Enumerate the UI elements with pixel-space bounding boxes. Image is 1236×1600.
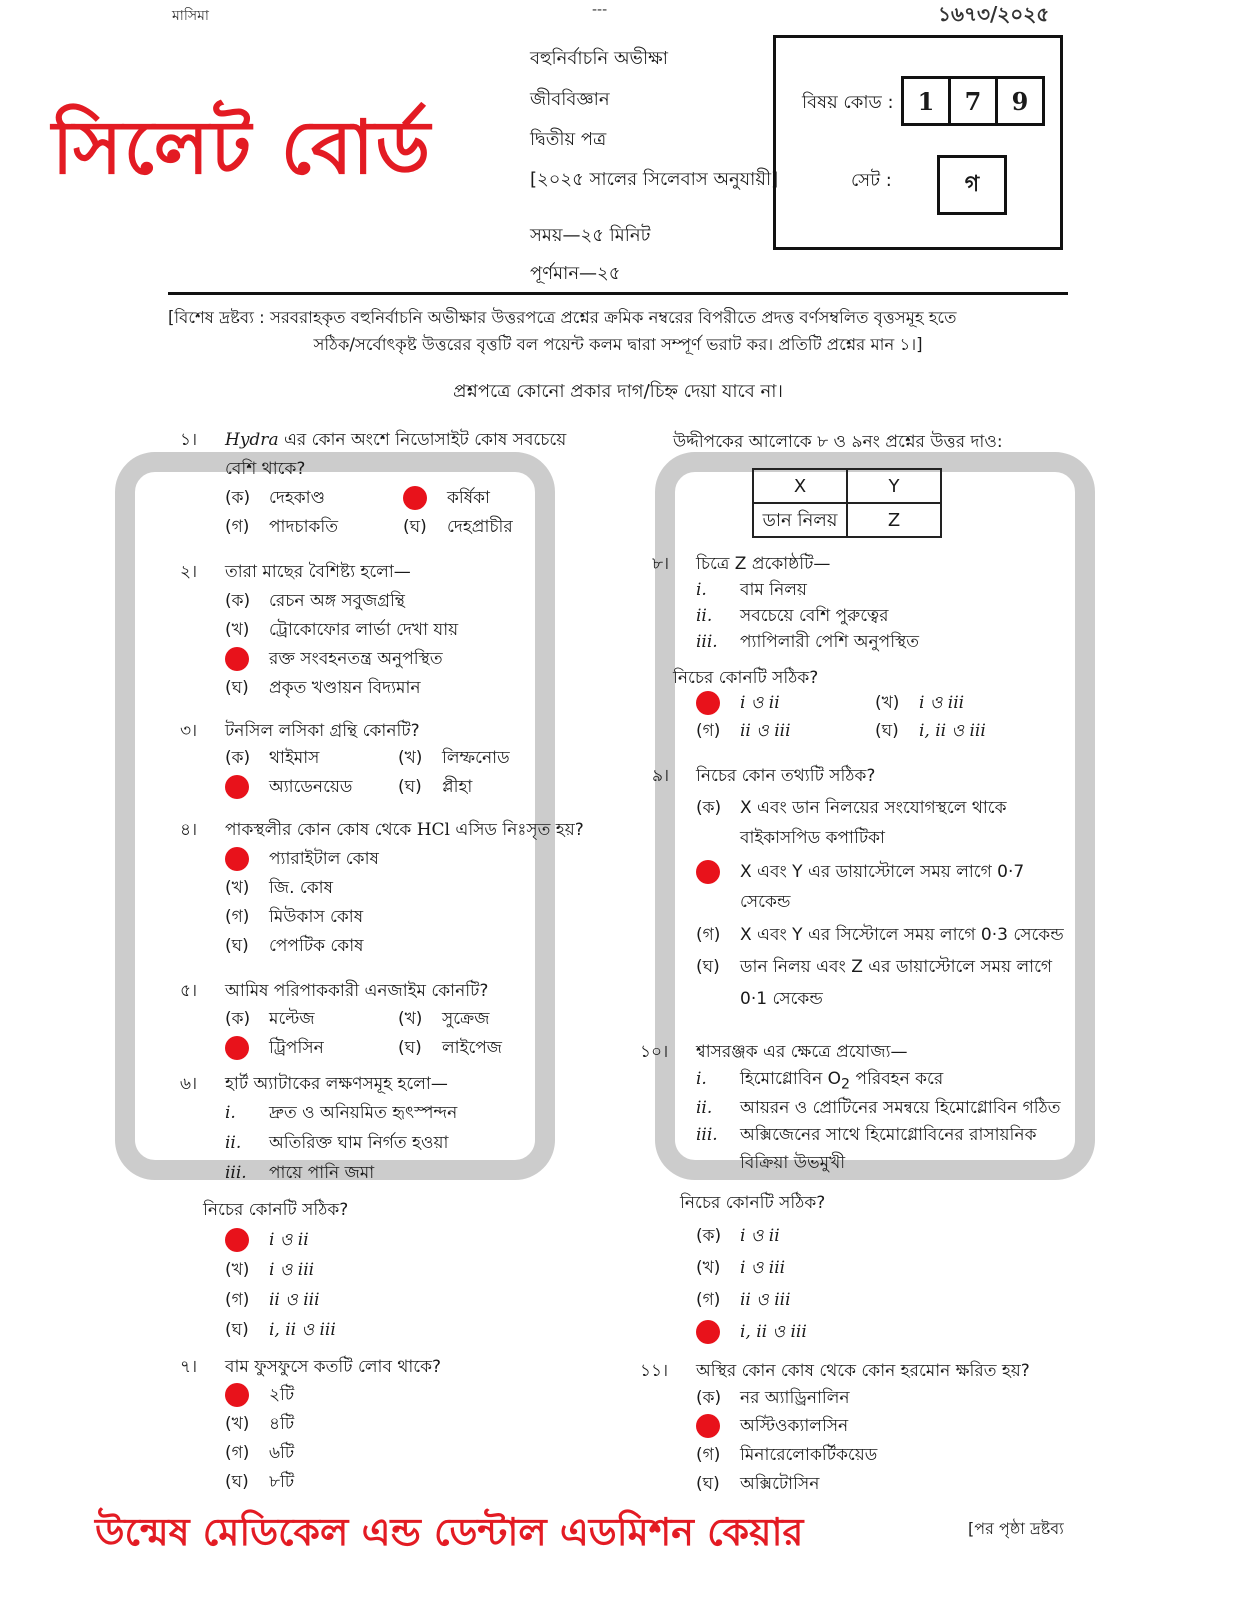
statement-text: বাম নিলয়: [740, 580, 807, 600]
question-number: ২।: [180, 562, 198, 582]
option-label: (গ): [225, 907, 250, 927]
syllabus: [২০২৫ সালের সিলেবাস অনুযায়ী]: [530, 169, 779, 190]
question-text: চিত্রে Z প্রকোষ্ঠটি—: [696, 554, 831, 574]
instruction-line1: [বিশেষ দ্রষ্টব্য : সরবরাহকৃত বহুনির্বাচনি অভীক্ষার উত্তরপত্রে প্রশ্নের ক্রমিক নম্বরের বিপরীতে প্রদত্ত বর্ণসম্বলিত বৃত্তসমূহ হতে: [168, 308, 957, 327]
option-text: অক্সিটোসিন: [740, 1474, 820, 1494]
chemical-formula: HCl: [416, 820, 450, 840]
question-text: অস্থির কোন কোষ থেকে কোন হরমোন ক্ষরিত হয়?: [696, 1361, 1030, 1381]
option-label: (ঘ): [696, 1474, 720, 1494]
statement-text: দ্রুত ও অনিয়মিত হৃৎস্পন্দন: [269, 1103, 458, 1123]
option-label: (ক): [225, 748, 251, 768]
option-label: (ক): [225, 488, 251, 508]
option-text: পাদচাকতি: [269, 517, 339, 537]
roman-numeral: i.: [225, 1103, 236, 1123]
roman-numeral: i.: [696, 1069, 707, 1089]
statement-text: আয়রন ও প্রোটিনের সমন্বয়ে হিমোগ্লোবিন গঠিত: [740, 1098, 1061, 1118]
option-ga-answer[interactable]: [225, 773, 352, 802]
subscript: 2: [841, 1076, 851, 1093]
option-label: (গ): [225, 1443, 250, 1463]
roman-numeral: ii.: [696, 1098, 713, 1118]
question-number: ৩।: [180, 721, 198, 741]
statement-text: পায়ে পানি জমা: [269, 1163, 375, 1183]
option-kha[interactable]: [225, 1410, 294, 1439]
option-text: ২টি: [269, 1385, 295, 1405]
option-text: রক্ত সংবহনতন্ত্র অনুপস্থিত: [269, 649, 443, 669]
which-correct: নিচের কোনটি সঠিক?: [680, 1193, 826, 1213]
option-ka[interactable]: [225, 1005, 315, 1034]
option-ka[interactable]: [696, 794, 1007, 823]
code-digit: 1: [917, 86, 935, 116]
question-text: শ্বাসরঞ্জক এর ক্ষেত্রে প্রযোজ্য—: [696, 1042, 908, 1062]
roman-numeral: i.: [696, 580, 707, 600]
table-cell: X: [753, 469, 847, 503]
option-text: ii ও iii: [740, 721, 791, 741]
question-text-part: এর কোন অংশে নিডোসাইট কোষ সবচেয়ে: [278, 430, 567, 450]
question-text-part: পাকস্থলীর কোন কোষ থেকে: [225, 820, 417, 840]
option-text: i ও ii: [740, 693, 780, 713]
question-number: ৭।: [180, 1357, 198, 1377]
option-label: (ক): [225, 591, 251, 611]
next-page-note: [পর পৃষ্ঠা দ্রষ্টব্য: [968, 1519, 1064, 1538]
roman-numeral: ii.: [225, 1133, 242, 1153]
option-label: (ঘ): [225, 678, 249, 698]
option-label: (খ): [225, 878, 250, 898]
option-gha[interactable]: [225, 932, 364, 961]
option-gha[interactable]: [696, 953, 1052, 982]
option-text: ৮টি: [269, 1472, 295, 1492]
statement-text: পরিবহন করে: [850, 1069, 944, 1089]
question-number: ৮।: [652, 554, 670, 574]
board-title: সিলেট বোর্ড: [52, 105, 433, 191]
option-gha[interactable]: [398, 773, 472, 802]
option-ga-answer[interactable]: [225, 1034, 324, 1063]
header-divider: [168, 292, 1068, 295]
option-label: (গ): [696, 925, 721, 945]
roman-numeral: iii.: [696, 632, 718, 652]
subject-code-label: বিষয় কোড :: [802, 92, 894, 113]
option-label: (ঘ): [398, 1038, 422, 1058]
option-text: i, ii ও iii: [269, 1320, 336, 1340]
filled-answer-dot: [225, 1228, 249, 1252]
option-gha[interactable]: [225, 674, 421, 703]
filled-answer-dot: [403, 486, 427, 510]
roman-numeral: iii.: [225, 1163, 247, 1183]
stimulus-title: উদ্দীপকের আলোকে ৮ ও ৯নং প্রশ্নের উত্তর দাও:: [673, 432, 1003, 452]
option-ka[interactable]: [225, 484, 325, 513]
option-ka[interactable]: [696, 1222, 780, 1251]
option-kha[interactable]: [225, 1256, 314, 1285]
option-gha[interactable]: [398, 1034, 502, 1063]
option-ka-answer[interactable]: [696, 689, 780, 718]
option-text: i, ii ও iii: [740, 1322, 807, 1342]
filled-answer-dot: [696, 1320, 720, 1344]
option-gha[interactable]: [225, 1468, 294, 1497]
filled-answer-dot: [225, 647, 249, 671]
option-ka-cont: বাইকাসপিড কপাটিকা: [740, 828, 885, 848]
option-ga[interactable]: [696, 717, 791, 746]
option-text: ii ও iii: [740, 1290, 791, 1310]
option-text: দেহকাণ্ড: [269, 488, 325, 508]
option-text: প্যারাইটাল কোষ: [269, 849, 379, 869]
filled-answer-dot: [696, 1414, 720, 1438]
option-label: (গ): [225, 517, 250, 537]
filled-answer-dot: [696, 860, 720, 884]
option-ga[interactable]: [225, 1439, 294, 1468]
question-text: তারা মাছের বৈশিষ্ট্য হলো—: [225, 562, 411, 582]
subject-code-box: [773, 35, 1063, 250]
option-gha[interactable]: [696, 1470, 819, 1499]
statement-ii: [696, 602, 889, 631]
set-value: গ: [937, 155, 1007, 215]
top-right-fragment: ১৬৭৩/২০২৫: [938, 2, 1050, 26]
question-number: ১১।: [640, 1361, 669, 1381]
full-marks: পূর্ণমান—২৫: [530, 263, 621, 284]
option-text: প্রকৃত খণ্ডায়ন বিদ্যমান: [269, 678, 421, 698]
statement-text: অতিরিক্ত ঘাম নির্গত হওয়া: [269, 1133, 449, 1153]
statement-ii: [225, 1129, 448, 1158]
option-text: ii ও iii: [269, 1290, 320, 1310]
filled-answer-dot: [225, 847, 249, 871]
option-label: (গ): [225, 1290, 250, 1310]
option-kha[interactable]: [398, 744, 510, 773]
option-kha[interactable]: [225, 616, 458, 645]
option-text: মিনারেলোকর্টিকয়েড: [740, 1445, 878, 1465]
option-label: (ঘ): [403, 517, 427, 537]
footer-brand: উন্মেষ মেডিকেল এন্ড ডেন্টাল এডমিশন কেয়ার: [95, 1510, 804, 1554]
option-label: (ঘ): [225, 936, 249, 956]
option-label: (খ): [225, 1260, 250, 1280]
top-left-fragment: মাসিমা: [172, 8, 209, 24]
option-text: ট্রিপসিন: [269, 1038, 324, 1058]
option-ka[interactable]: [225, 587, 405, 616]
top-center-fragment: ---: [592, 2, 608, 18]
option-text: ট্রোকোফোর লার্ভা দেখা যায়: [269, 620, 459, 640]
roman-numeral: iii.: [696, 1125, 718, 1145]
option-text: X এবং ডান নিলয়ের সংযোগস্থলে থাকে: [740, 798, 1007, 818]
subject-code-digits: [901, 76, 1045, 126]
question-text: টনসিল লসিকা গ্রন্থি কোনটি?: [225, 721, 420, 741]
question-text-cont: বেশি থাকে?: [225, 459, 306, 479]
option-text: কর্ষিকা: [447, 488, 490, 508]
option-text: জি. কোষ: [269, 878, 333, 898]
option-kha-answer[interactable]: [696, 858, 1024, 887]
option-text: i ও iii: [919, 693, 965, 713]
filled-answer-dot: [696, 691, 720, 715]
option-kha[interactable]: [875, 689, 964, 718]
option-label: (খ): [398, 748, 423, 768]
option-label: (গ): [696, 1290, 721, 1310]
question-number: ৯।: [652, 766, 670, 786]
question-text: হার্ট অ্যাটাকের লক্ষণসমূহ হলো—: [225, 1074, 448, 1094]
question-text: বাম ফুসফুসে কতটি লোব থাকে?: [225, 1357, 442, 1377]
which-correct: নিচের কোনটি সঠিক?: [203, 1200, 349, 1220]
statement-iii: [696, 628, 919, 657]
subject: জীববিজ্ঞান: [530, 89, 610, 110]
code-digit: 9: [995, 79, 1042, 123]
question-number: ৪।: [180, 820, 198, 840]
option-ka-answer[interactable]: [225, 845, 379, 874]
option-gha-cont: 0·1 সেকেন্ড: [740, 989, 823, 1009]
option-text: অস্টিওক্যালসিন: [740, 1416, 849, 1436]
option-ga[interactable]: [696, 1441, 877, 1470]
option-gha[interactable]: [875, 717, 986, 746]
option-kha-answer[interactable]: [403, 484, 490, 513]
option-text: নর অ্যাড্রিনালিন: [740, 1388, 850, 1408]
stimulus-table: [752, 468, 942, 538]
option-ka-answer[interactable]: [225, 1226, 309, 1255]
option-kha[interactable]: [398, 1005, 490, 1034]
italic-term: Hydra: [225, 430, 279, 450]
filled-answer-dot: [225, 775, 249, 799]
question-text: [225, 426, 566, 455]
option-label: (গ): [696, 1445, 721, 1465]
code-digit: 7: [948, 79, 995, 123]
question-text: আমিষ পরিপাককারী এনজাইম কোনটি?: [225, 981, 489, 1001]
option-text: i, ii ও iii: [919, 721, 986, 741]
set-label: সেট :: [851, 170, 892, 191]
exam-type: বহুনির্বাচনি অভীক্ষা: [530, 48, 668, 69]
option-label: (খ): [696, 1258, 721, 1278]
option-ga[interactable]: [225, 513, 338, 542]
option-text: i ও iii: [269, 1260, 315, 1280]
option-text: X এবং Y এর সিস্টোলে সময় লাগে 0·3 সেকেন্ড: [740, 925, 1064, 945]
statement-text: প্যাপিলারী পেশি অনুপস্থিত: [740, 632, 920, 652]
option-label: (ক): [696, 798, 722, 818]
question-number: ৫।: [180, 981, 198, 1001]
option-text: লিম্ফনোড: [442, 748, 510, 768]
option-label: (খ): [875, 693, 900, 713]
option-gha-answer[interactable]: [696, 1318, 807, 1347]
option-text: রেচন অঙ্গ সবুজগ্রন্থি: [269, 591, 405, 611]
statement-text: সবচেয়ে বেশি পুরুত্বের: [740, 606, 889, 626]
option-text: সুক্রেজ: [442, 1009, 490, 1029]
option-text: মিউকাস কোষ: [269, 907, 364, 927]
option-text: মল্টেজ: [269, 1009, 315, 1029]
option-text: i ও iii: [740, 1258, 786, 1278]
option-kha[interactable]: [225, 874, 333, 903]
question-number: ১।: [180, 430, 198, 450]
table-cell: Z: [847, 503, 941, 537]
filled-answer-dot: [225, 1383, 249, 1407]
option-label: (খ): [398, 1009, 423, 1029]
table-cell: Y: [847, 469, 941, 503]
option-text: পেপটিক কোষ: [269, 936, 364, 956]
option-ga[interactable]: [696, 921, 1064, 950]
statement-text: হিমোগ্লোবিন O: [740, 1069, 842, 1089]
option-label: (খ): [225, 620, 250, 640]
instruction-warning: প্রশ্নপত্রে কোনো প্রকার দাগ/চিহ্ন দেয়া যাবে না।: [453, 381, 783, 402]
option-label: (খ): [225, 1414, 250, 1434]
statement-iii-cont: বিক্রিয়া উভমুখী: [740, 1153, 846, 1173]
option-text: X এবং Y এর ডায়াস্টোলে সময় লাগে 0·7: [740, 862, 1025, 882]
question-text-part: এসিড নিঃসৃত হয়?: [450, 820, 584, 840]
option-ga[interactable]: [696, 1286, 791, 1315]
option-label: (ক): [696, 1226, 722, 1246]
option-text: i ও ii: [269, 1230, 309, 1250]
option-ka[interactable]: [225, 744, 319, 773]
statement-i: [225, 1099, 457, 1128]
which-correct: নিচের কোনটি সঠিক?: [673, 668, 819, 688]
option-label: (ঘ): [225, 1472, 249, 1492]
option-text: i ও ii: [740, 1226, 780, 1246]
option-label: (ঘ): [398, 777, 422, 797]
question-number: ১০।: [640, 1042, 669, 1062]
option-gha[interactable]: [403, 513, 513, 542]
option-text: প্লীহা: [442, 777, 473, 797]
option-text: থাইমাস: [269, 748, 320, 768]
paper: দ্বিতীয় পত্র: [530, 129, 607, 150]
question-text: নিচের কোন তথ্যটি সঠিক?: [696, 766, 876, 786]
option-label: (ঘ): [875, 721, 899, 741]
option-ka-answer[interactable]: [225, 1381, 294, 1410]
time: সময়—২৫ মিনিট: [530, 225, 651, 246]
question-number: ৬।: [180, 1074, 198, 1094]
statement-iii: [225, 1159, 374, 1188]
option-kha-answer[interactable]: [696, 1412, 848, 1441]
table-cell: ডান নিলয়: [753, 503, 847, 537]
option-text: ডান নিলয় এবং Z এর ডায়াস্টোলে সময় লাগে: [740, 957, 1053, 977]
option-label: (গ): [696, 721, 721, 741]
option-label: (ঘ): [225, 1320, 249, 1340]
option-label: (ক): [225, 1009, 251, 1029]
option-text: ৪টি: [269, 1414, 295, 1434]
option-kha[interactable]: [696, 1254, 785, 1283]
option-kha-cont: সেকেন্ড: [740, 892, 791, 912]
filled-answer-dot: [225, 1036, 249, 1060]
option-ga[interactable]: [225, 1286, 320, 1315]
statement-text: অক্সিজেনের সাথে হিমোগ্লোবিনের রাসায়নিক: [740, 1125, 1037, 1145]
option-label: (ক): [696, 1388, 722, 1408]
option-gha[interactable]: [225, 1316, 336, 1345]
option-text: দেহপ্রাচীর: [447, 517, 513, 537]
option-ga[interactable]: [225, 903, 363, 932]
option-text: লাইপেজ: [442, 1038, 503, 1058]
statement-ii: [696, 1094, 1061, 1123]
option-ka[interactable]: [696, 1384, 850, 1413]
option-ga-answer[interactable]: [225, 645, 443, 674]
option-text: ৬টি: [269, 1443, 295, 1463]
statement-iii: [696, 1121, 1036, 1150]
instruction-line2: সঠিক/সর্বোৎকৃষ্ট উত্তরের বৃত্তটি বল পয়েন্ট কলম দ্বারা সম্পূর্ণ ভরাট কর। প্রতিটি প্রশ্নের মান ১।]: [313, 335, 923, 354]
option-text: অ্যাডেনয়েড: [269, 777, 353, 797]
statement-i: [696, 576, 807, 605]
question-text: [225, 816, 584, 845]
option-label: (ঘ): [696, 957, 720, 977]
roman-numeral: ii.: [696, 606, 713, 626]
